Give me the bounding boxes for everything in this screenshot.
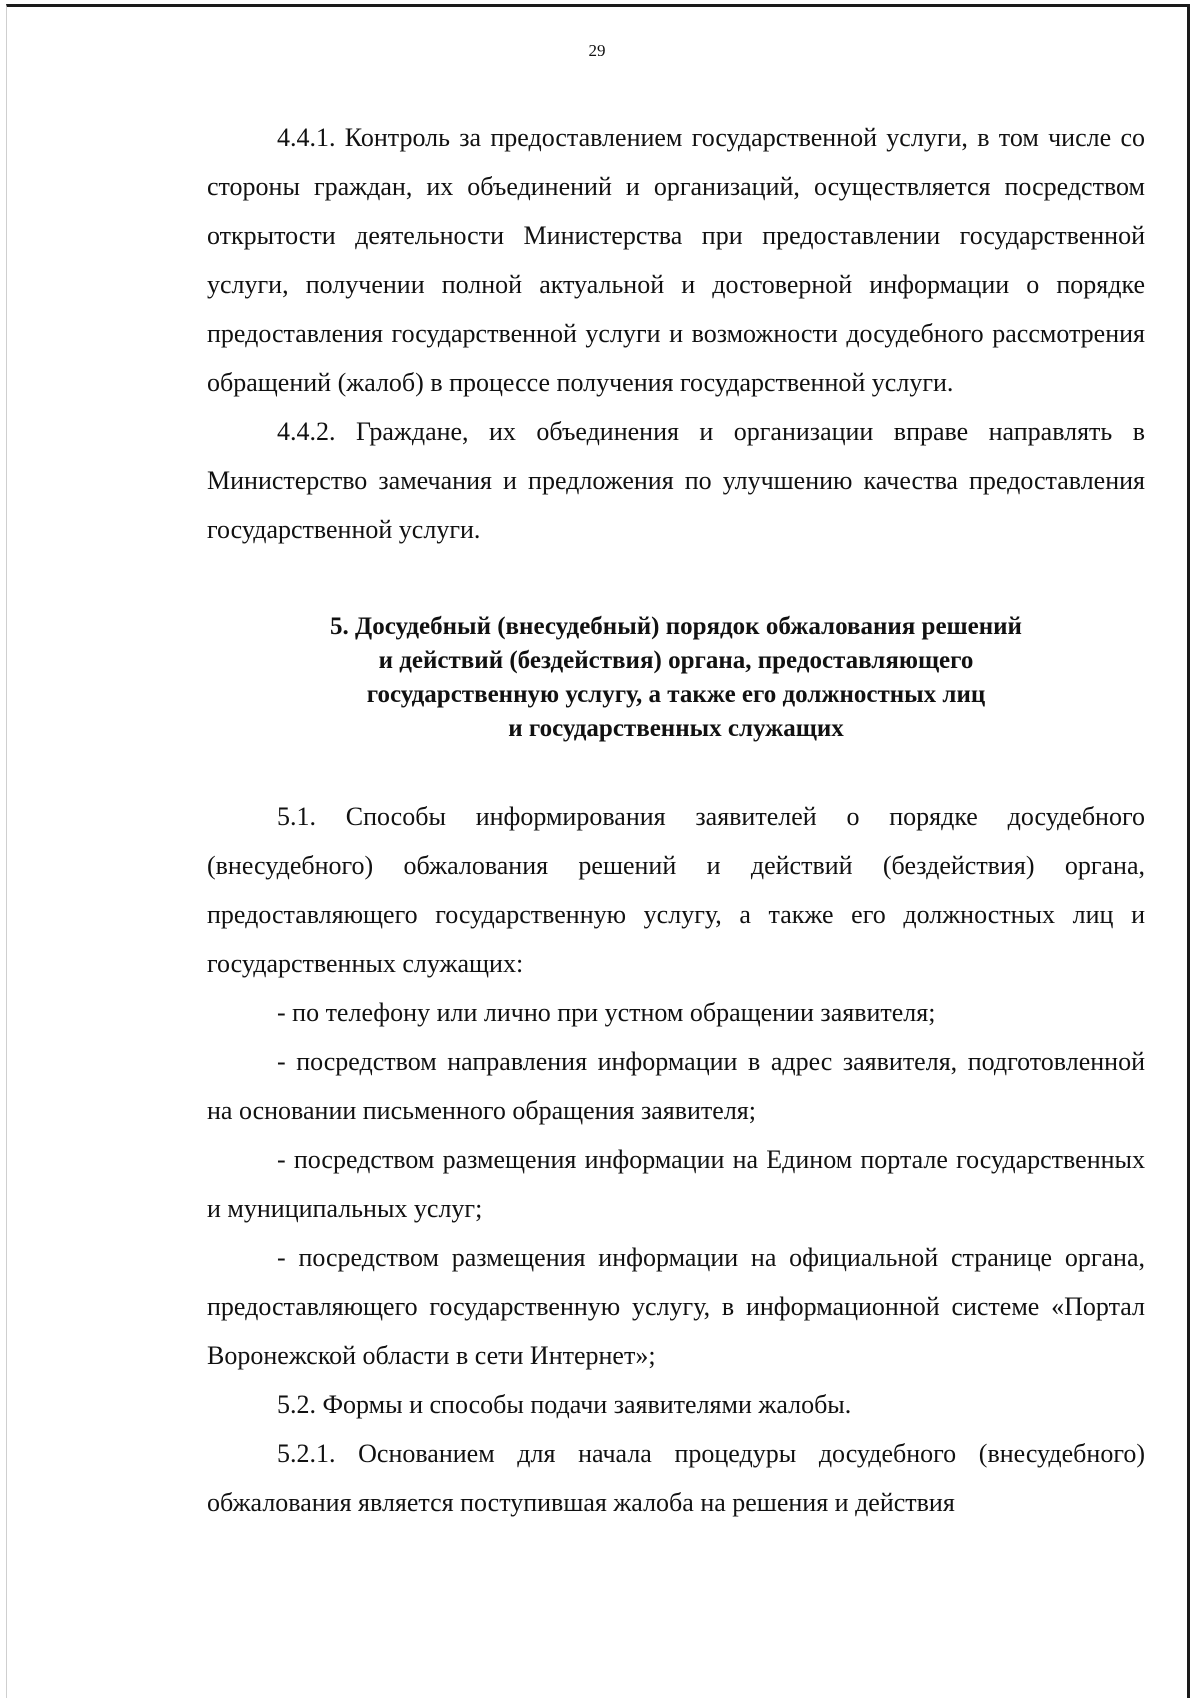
list-item-written-reply: - посредством направления информации в адрес заявителя, подготовленной на основании письменного обращения заявителя;: [207, 1047, 1145, 1125]
paragraph-5-2: 5.2. Формы и способы подачи заявителями жалобы.: [277, 1390, 852, 1419]
section-5-heading: [207, 610, 1145, 746]
document-body: [207, 113, 1145, 1527]
paragraph-5-1: 5.1. Способы информирования заявителей о порядке досудебного (внесудебного) обжалования решений и действий (бездействия) органа, предоставляющего государственную услугу, а также его должностных лиц и государственных служащих:: [207, 802, 1145, 978]
paragraph-4-4-1: 4.4.1. Контроль за предоставлением государственной услуги, в том числе со стороны граждан, их объединений и организаций, осуществляется посредством открытости деятельности Министерства при предоставлении государственной услуги, получении полной актуальной и достоверной информации о порядке предоставления государственной услуги и возможности досудебного рассмотрения обращений (жалоб) в процессе получения государственной услуги.: [207, 123, 1145, 397]
list-item-official-page: - посредством размещения информации на официальной странице органа, предоставляющего государственную услугу, в информационной системе «Портал Воронежской области в сети Интернет»;: [207, 1243, 1145, 1370]
page-number: 29: [588, 41, 606, 60]
section-heading-line-1: 5. Досудебный (внесудебный) порядок обжалования решений: [330, 613, 1022, 640]
document-page: [6, 4, 1190, 1698]
section-heading-line-2: и действий (бездействия) органа, предоставляющего: [378, 647, 974, 674]
paragraph-4-4-2: 4.4.2. Граждане, их объединения и организации вправе направлять в Министерство замечания и предложения по улучшению качества предоставления государственной услуги.: [207, 417, 1145, 544]
list-item-unified-portal: - посредством размещения информации на Едином портале государственных и муниципальных услуг;: [207, 1145, 1145, 1223]
paragraph-5-2-1: 5.2.1. Основанием для начала процедуры досудебного (внесудебного) обжалования является поступившая жалоба на решения и действия: [207, 1439, 1145, 1517]
section-heading-line-4: и государственных служащих: [508, 715, 844, 742]
list-item-phone: - по телефону или лично при устном обращении заявителя;: [277, 998, 936, 1027]
section-heading-line-3: государственную услугу, а также его должностных лиц: [366, 681, 986, 708]
